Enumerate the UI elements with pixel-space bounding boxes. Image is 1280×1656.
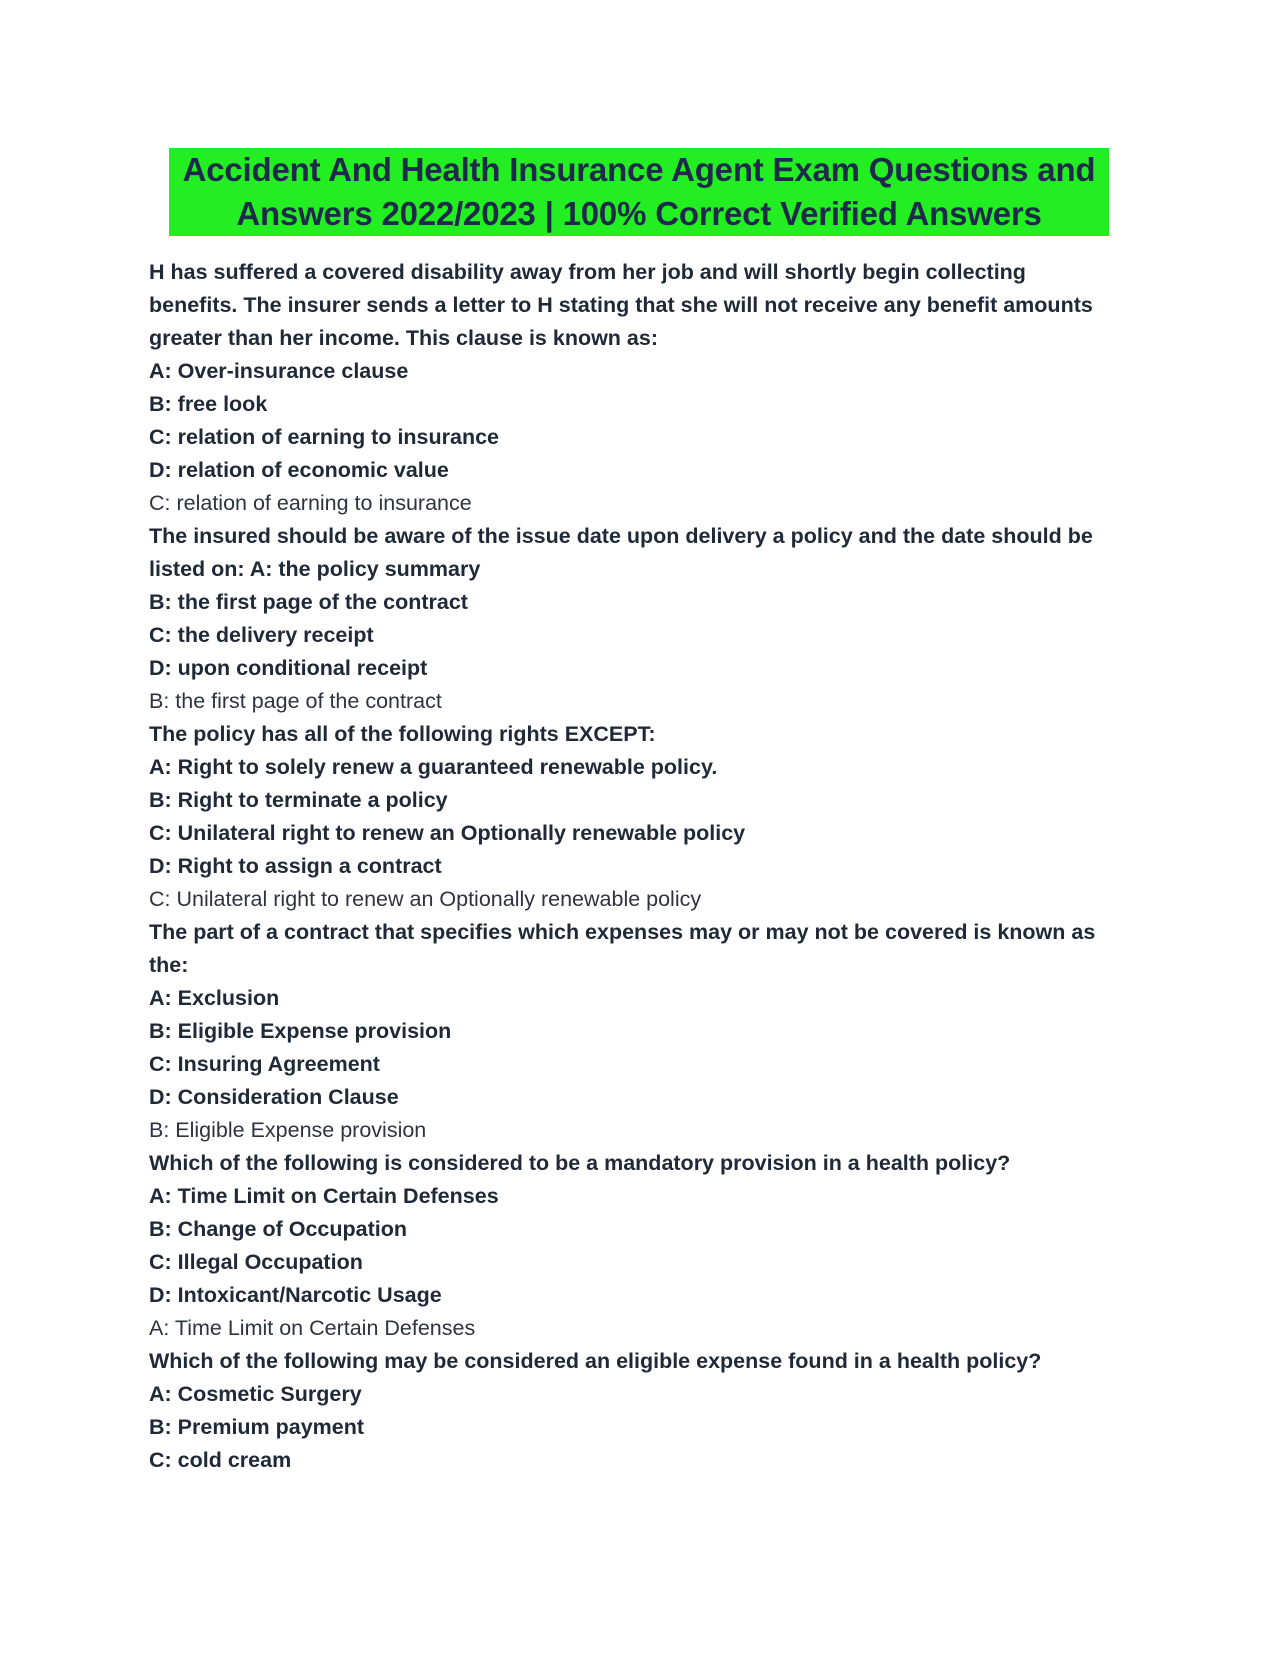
question-text: the: xyxy=(149,953,189,977)
correct-answer: B: the first page of the contract xyxy=(149,689,442,713)
answer-option: A: Exclusion xyxy=(149,986,280,1010)
answer-option: D: Intoxicant/Narcotic Usage xyxy=(149,1283,442,1307)
question-text: The policy has all of the following rights EXCEPT: xyxy=(149,722,656,746)
question-text: benefits. The insurer sends a letter to H stating that she will not receive any benefit amounts xyxy=(149,293,1093,317)
answer-option: B: Change of Occupation xyxy=(149,1217,407,1241)
title-line-1: Accident And Health Insurance Agent Exam Questions and xyxy=(169,148,1109,192)
question-block xyxy=(149,256,1129,520)
question-text: The insured should be aware of the issue date upon delivery a policy and the date should be xyxy=(149,524,1093,548)
answer-option: D: Right to assign a contract xyxy=(149,854,442,878)
question-text: H has suffered a covered disability away from her job and will shortly begin collecting xyxy=(149,260,1026,284)
answer-option: C: the delivery receipt xyxy=(149,623,374,647)
answer-option: A: Cosmetic Surgery xyxy=(149,1382,362,1406)
question-text: Which of the following is considered to be a mandatory provision in a health policy? xyxy=(149,1151,1011,1175)
answer-option: D: Consideration Clause xyxy=(149,1085,399,1109)
question-block xyxy=(149,520,1129,718)
question-text: The part of a contract that specifies which expenses may or may not be covered is known as xyxy=(149,920,1096,944)
answer-option: C: cold cream xyxy=(149,1448,292,1472)
question-list xyxy=(149,256,1129,1477)
answer-option: B: Eligible Expense provision xyxy=(149,1019,452,1043)
answer-option: B: Right to terminate a policy xyxy=(149,788,448,812)
correct-answer: C: relation of earning to insurance xyxy=(149,491,472,515)
question-block xyxy=(149,1345,1129,1477)
answer-option: C: Illegal Occupation xyxy=(149,1250,363,1274)
answer-option: B: the first page of the contract xyxy=(149,590,468,614)
answer-option: B: free look xyxy=(149,392,268,416)
title-line-2: Answers 2022/2023 | 100% Correct Verified Answers xyxy=(169,192,1109,236)
answer-option: C: Insuring Agreement xyxy=(149,1052,380,1076)
question-block xyxy=(149,718,1129,916)
answer-option: A: Time Limit on Certain Defenses xyxy=(149,1184,499,1208)
question-block xyxy=(149,1147,1129,1345)
correct-answer: C: Unilateral right to renew an Optionally renewable policy xyxy=(149,887,702,911)
answer-option: C: relation of earning to insurance xyxy=(149,425,500,449)
answer-option: B: Premium payment xyxy=(149,1415,365,1439)
question-text: greater than her income. This clause is known as: xyxy=(149,326,658,350)
answer-option: C: Unilateral right to renew an Optionally renewable policy xyxy=(149,821,746,845)
question-text: listed on: A: the policy summary xyxy=(149,557,481,581)
correct-answer: A: Time Limit on Certain Defenses xyxy=(149,1316,476,1340)
answer-option: A: Right to solely renew a guaranteed renewable policy. xyxy=(149,755,718,779)
document-title xyxy=(168,148,1110,236)
answer-option: A: Over-insurance clause xyxy=(149,359,409,383)
question-text: Which of the following may be considered an eligible expense found in a health policy? xyxy=(149,1349,1042,1373)
correct-answer: B: Eligible Expense provision xyxy=(149,1118,427,1142)
question-block xyxy=(149,916,1129,1147)
answer-option: D: relation of economic value xyxy=(149,458,449,482)
answer-option: D: upon conditional receipt xyxy=(149,656,428,680)
